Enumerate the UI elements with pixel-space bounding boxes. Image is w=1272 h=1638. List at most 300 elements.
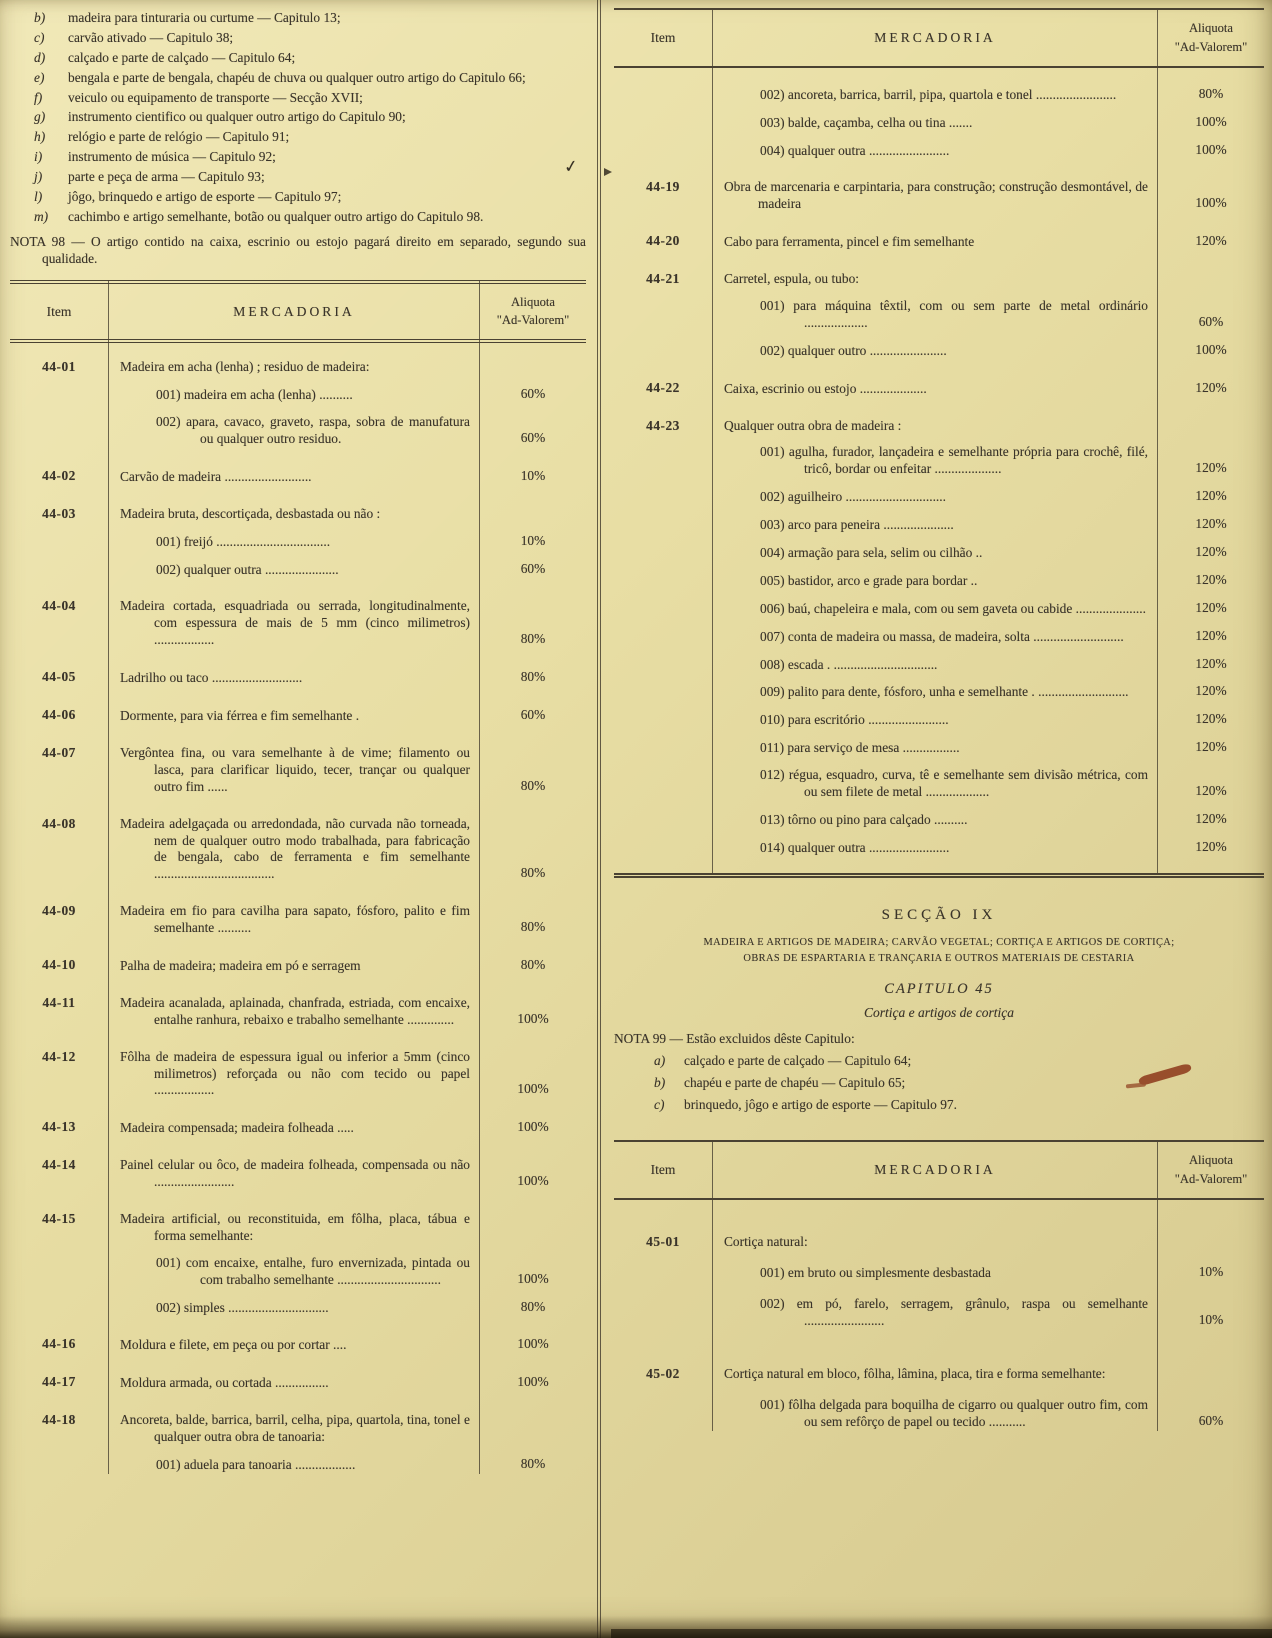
- table-row: [10, 1211, 586, 1316]
- exclusion-list-chap44: [10, 10, 586, 226]
- entry-block: [724, 418, 1264, 435]
- aliquota-value: 120%: [1195, 739, 1227, 755]
- entry-block: [724, 1264, 1264, 1282]
- mercadoria-text: 001) em bruto ou simplesmente desbastada: [760, 1265, 991, 1281]
- table-rows: [614, 1200, 1264, 1431]
- table-row: [10, 1412, 586, 1474]
- aliquota-value: 120%: [1195, 810, 1227, 826]
- list-item-text: carvão ativado — Capitulo 38;: [68, 29, 234, 45]
- mercadoria-text: Palha de madeira; madeira em pó e serragem: [120, 957, 361, 973]
- aliquota-value: 60%: [520, 560, 546, 576]
- aliquota-value: 100%: [517, 1270, 549, 1286]
- item-code: 44-01: [42, 359, 76, 375]
- item-code: 44-05: [42, 669, 76, 685]
- item-code: 44-21: [646, 271, 680, 287]
- aliquota-line2: "Ad-Valorem": [1174, 39, 1248, 54]
- item-code: 44-19: [646, 179, 680, 195]
- list-item-text: bengala e parte de bengala, chapéu de chuva ou qualquer outro artigo do Capitulo 66;: [68, 69, 526, 85]
- entry-block: [120, 1299, 586, 1317]
- mercadoria-cell: [712, 179, 1264, 213]
- entry-block: [120, 957, 586, 975]
- entry-block: [120, 386, 586, 404]
- table-header: [614, 8, 1264, 68]
- mercadoria-text: 004) armação para sela, selim ou cilhão ..: [760, 545, 983, 561]
- entry-block: [724, 488, 1264, 506]
- list-item-letter: j): [34, 169, 43, 185]
- list-item: [10, 90, 586, 107]
- entry-block: [120, 1374, 586, 1392]
- table-header: [10, 280, 586, 344]
- list-item-text: madeira para tinturaria ou curtume — Capitulo 13;: [68, 10, 341, 25]
- aliquota-value: [1158, 1249, 1264, 1250]
- mercadoria-text: Obra de marcenaria e carpintaria, para construção; construção desmontável, de madeira: [724, 179, 1148, 212]
- list-item: [10, 169, 586, 186]
- table-row: [10, 816, 586, 884]
- mercadoria-text: Ladrilho ou taco ...........................: [120, 670, 303, 686]
- mercadoria-cell: [108, 1374, 586, 1392]
- aliquota-value: 10%: [520, 532, 546, 548]
- mercadoria-cell: [712, 233, 1264, 251]
- mercadoria-cell: [108, 995, 586, 1029]
- aliquota-value: 100%: [517, 1119, 549, 1135]
- list-item: [10, 10, 586, 27]
- mercadoria-cell: [712, 418, 1264, 857]
- aliquota-value: 100%: [1195, 141, 1227, 157]
- entry-block: [120, 816, 586, 884]
- mercadoria-cell: [108, 903, 586, 937]
- table-row: [10, 745, 586, 796]
- entry-block: [724, 839, 1264, 857]
- mercadoria-text: Madeira acanalada, aplainada, chanfrada, estriada, com encaixe, entalhe ranhura, rebaixo e trabalho semelhante ..............: [120, 994, 470, 1027]
- list-item: [10, 209, 586, 226]
- mercadoria-text: 002) ancoreta, barrica, barril, pipa, quartola e tonel ........................: [760, 86, 1117, 102]
- aliquota-value: 80%: [520, 1298, 546, 1314]
- mercadoria-text: Madeira em fio para cavilha para sapato, fósforo, palito e fim semelhante ..........: [120, 903, 470, 936]
- mercadoria-cell: [108, 506, 586, 579]
- list-item-text: calçado e parte de calçado — Capitulo 64;: [684, 1053, 912, 1069]
- list-item-text: brinquedo, jôgo e artigo de esporte — Capitulo 97.: [684, 1096, 957, 1112]
- list-item-text: calçado e parte de calçado — Capitulo 64;: [68, 49, 296, 65]
- table-row: [10, 598, 586, 649]
- aliquota-value: 60%: [1198, 1412, 1224, 1428]
- aliquota-value: 10%: [1198, 1264, 1224, 1280]
- list-item-letter: l): [34, 189, 43, 205]
- mercadoria-text: Cortiça natural em bloco, fôlha, lâmina, placa, tira e forma semelhante:: [724, 1366, 1106, 1382]
- col-header-item: Item: [650, 1162, 676, 1178]
- entry-block: [120, 468, 586, 486]
- list-item: [10, 109, 586, 126]
- aliquota-value: 80%: [520, 631, 546, 647]
- aliquota-line2: "Ad-Valorem": [496, 313, 570, 328]
- aliquota-value: 120%: [1195, 711, 1227, 727]
- aliquota-value: [480, 1445, 586, 1446]
- mercadoria-cell: [108, 1412, 586, 1474]
- mercadoria-text: Qualquer outra obra de madeira :: [724, 417, 902, 433]
- entry-block: [120, 995, 586, 1029]
- entry-block: [724, 516, 1264, 534]
- mercadoria-cell: [108, 707, 586, 725]
- entry-block: [120, 598, 586, 649]
- list-item-letter: d): [34, 49, 46, 65]
- entry-block: [724, 342, 1264, 360]
- table-row: [10, 1336, 586, 1354]
- entry-block: [120, 1255, 586, 1289]
- mercadoria-text: 003) arco para peneira .....................: [760, 517, 954, 533]
- list-item-letter: h): [34, 129, 46, 145]
- item-code: 44-16: [42, 1336, 76, 1352]
- mercadoria-text: Ancoreta, balde, barrica, barril, celha, pipa, quartola, tina, tonel e qualquer outra obra de tanoaria:: [120, 1412, 470, 1445]
- mercadoria-text: Dormente, para via férrea e fim semelhante .: [120, 708, 360, 724]
- col-header-item: Item: [46, 303, 72, 319]
- table-row: [10, 1049, 586, 1100]
- entry-block: [120, 1456, 586, 1474]
- mercadoria-text: 004) qualquer outra ........................: [760, 142, 950, 158]
- col-header-mercadoria: MERCADORIA: [874, 1162, 996, 1178]
- col-header-item: Item: [650, 30, 676, 46]
- mercadoria-text: Painel celular ou ôco, de madeira folheada, compensada ou não ........................: [120, 1157, 470, 1190]
- section-title: SECÇÃO IX: [881, 906, 997, 923]
- list-item-letter: m): [34, 208, 49, 224]
- table-row: [10, 506, 586, 579]
- item-code: 45-02: [646, 1366, 680, 1382]
- mercadoria-text: Caixa, escrinio ou estojo ....................: [724, 380, 927, 396]
- entry-block: [724, 444, 1264, 478]
- entry-block: [724, 711, 1264, 729]
- item-code: 44-11: [42, 994, 76, 1010]
- mercadoria-text: 006) baú, chapeleira e mala, com ou sem gaveta ou cabide .....................: [760, 600, 1146, 616]
- mercadoria-cell: [712, 271, 1264, 360]
- item-code: 44-22: [646, 379, 680, 395]
- table-row: [10, 1119, 586, 1137]
- list-item-text: veiculo ou equipamento de transporte — Secção XVII;: [68, 89, 363, 105]
- aliquota-value: 100%: [1195, 113, 1227, 129]
- section-ix: [614, 906, 1264, 1114]
- mercadoria-text: 001) agulha, furador, lançadeira e semelhante própria para crochê, filé, tricô, bordar ou enfeitar ....................: [760, 444, 1148, 477]
- entry-block: [724, 1296, 1264, 1330]
- aliquota-line1: Aliquota: [1188, 1152, 1234, 1167]
- exclusion-list-chap45: [614, 1053, 1264, 1114]
- entry-block: [724, 572, 1264, 590]
- aliquota-line2: "Ad-Valorem": [1174, 1171, 1248, 1186]
- table-header: [614, 1140, 1264, 1200]
- item-code: 44-09: [42, 903, 76, 919]
- mercadoria-text: 014) qualquer outra ........................: [760, 839, 950, 855]
- list-item-letter: c): [654, 1096, 665, 1112]
- aliquota-value: 60%: [520, 707, 546, 723]
- entry-block: [724, 380, 1264, 398]
- item-code: 44-02: [42, 467, 76, 483]
- entry-block: [120, 506, 586, 523]
- entry-block: [724, 179, 1264, 213]
- mercadoria-cell: [108, 1049, 586, 1100]
- entry-block: [120, 669, 586, 687]
- entry-block: [120, 414, 586, 448]
- entry-block: [724, 683, 1264, 701]
- mercadoria-cell: [108, 1211, 586, 1316]
- list-item-letter: c): [34, 29, 45, 45]
- list-item-letter: b): [34, 10, 46, 25]
- nota-98: NOTA 98 — O artigo contido na caixa, escrinio ou estojo pagará direito em separado, segundo sua qualidade.: [10, 233, 586, 266]
- tariff-table-right-bottom: [614, 1140, 1264, 1431]
- list-item-text: relógio e parte de relógio — Capitulo 91;: [68, 129, 290, 145]
- list-item-text: cachimbo e artigo semelhante, botão ou qualquer outro artigo do Capitulo 98.: [68, 208, 484, 224]
- item-code: 44-14: [42, 1157, 76, 1173]
- item-code: 44-06: [42, 707, 76, 723]
- mercadoria-cell: [108, 957, 586, 975]
- entry-block: [120, 903, 586, 937]
- aliquota-value: 120%: [1195, 460, 1227, 476]
- entry-block: [724, 271, 1264, 288]
- entry-block: [724, 114, 1264, 132]
- list-item: [10, 149, 586, 166]
- aliquota-value: 120%: [1195, 516, 1227, 532]
- table-row: [10, 995, 586, 1029]
- entry-block: [120, 745, 586, 796]
- table-rows: [614, 68, 1264, 873]
- mercadoria-cell: [108, 1119, 586, 1137]
- mercadoria-cell: [108, 816, 586, 884]
- entry-block: [724, 544, 1264, 562]
- mercadoria-text: Madeira em acha (lenha) ; residuo de madeira:: [120, 359, 370, 375]
- item-code: 44-12: [42, 1048, 76, 1064]
- aliquota-value: [1158, 1382, 1264, 1383]
- mercadoria-text: Moldura e filete, em peça ou por cortar ....: [120, 1337, 347, 1353]
- aliquota-value: 120%: [1195, 379, 1227, 395]
- aliquota-value: 80%: [520, 919, 546, 935]
- entry-block: [724, 1397, 1264, 1431]
- mercadoria-text: 001) madeira em acha (lenha) ..........: [156, 387, 353, 403]
- aliquota-value: 80%: [520, 669, 546, 685]
- list-item: [10, 70, 586, 87]
- mercadoria-text: 001) para máquina têxtil, com ou sem parte de metal ordinário ...................: [760, 298, 1148, 330]
- col-header-aliquota: [1158, 19, 1264, 57]
- section-subtitle-line1: MADEIRA E ARTIGOS DE MADEIRA; CARVÃO VEGETAL; CORTIÇA E ARTIGOS DE CORTIÇA;: [703, 936, 1175, 948]
- entry-block: [724, 1234, 1264, 1251]
- item-code: 44-17: [42, 1374, 76, 1390]
- mercadoria-cell: [712, 380, 1264, 398]
- list-item-text: instrumento de música — Capitulo 92;: [68, 149, 276, 165]
- mercadoria-text: Madeira adelgaçada ou arredondada, não curvada não torneada, nem de qualquer outro modo trabalhada, para fabricação de bengala, cabo de ferramenta e fim semelhante ....................................: [120, 815, 470, 882]
- mercadoria-text: Cabo para ferramenta, pincel e fim semelhante: [724, 234, 975, 250]
- mercadoria-text: 013) tôrno ou pino para calçado ..........: [760, 811, 968, 827]
- mercadoria-cell: [108, 1157, 586, 1191]
- table-row: [10, 957, 586, 975]
- mercadoria-text: 012) régua, esquadro, curva, tê e semelhante sem divisão métrica, com ou sem filete de metal ...................: [760, 767, 1148, 800]
- aliquota-value: 10%: [520, 467, 546, 483]
- entry-block: [120, 561, 586, 579]
- list-item-letter: a): [654, 1053, 666, 1069]
- left-column: [10, 10, 586, 1474]
- mercadoria-cell: [108, 745, 586, 796]
- list-item-letter: e): [34, 69, 45, 85]
- aliquota-value: 60%: [520, 430, 546, 446]
- list-item: [10, 30, 586, 47]
- aliquota-value: 100%: [517, 1173, 549, 1189]
- list-item: [10, 50, 586, 67]
- item-code: 45-01: [646, 1233, 680, 1249]
- table-row: [10, 359, 586, 448]
- mercadoria-text: 008) escada . ...............................: [760, 656, 938, 672]
- arrow-mark-icon: [604, 168, 612, 176]
- list-item-letter: f): [34, 89, 43, 105]
- entry-block: [724, 233, 1264, 251]
- entry-block: [120, 1119, 586, 1137]
- list-item-letter: g): [34, 109, 46, 125]
- list-item: [614, 1053, 1264, 1070]
- list-item-letter: i): [34, 149, 43, 165]
- mercadoria-text: 010) para escritório ........................: [760, 712, 949, 728]
- item-code: 44-04: [42, 598, 76, 614]
- item-code: 44-23: [646, 417, 680, 433]
- mercadoria-text: 002) aguilheiro ..............................: [760, 489, 946, 505]
- mercadoria-text: 002) qualquer outra ......................: [156, 561, 339, 577]
- check-mark-icon: ✓: [562, 156, 580, 177]
- table-row: [614, 1234, 1264, 1331]
- mercadoria-text: Moldura armada, ou cortada ................: [120, 1375, 329, 1391]
- entry-block: [120, 1336, 586, 1354]
- chapter-heading: CAPITULO 45: [884, 980, 994, 997]
- aliquota-value: 120%: [1195, 571, 1227, 587]
- aliquota-value: [480, 1244, 586, 1245]
- mercadoria-cell: [712, 1234, 1264, 1331]
- mercadoria-text: Carvão de madeira ..........................: [120, 468, 312, 484]
- aliquota-value: 100%: [517, 1081, 549, 1097]
- list-item-text: jôgo, brinquedo e artigo de esporte — Capitulo 97;: [68, 189, 342, 205]
- nota-99: NOTA 99 — Estão excluidos dêste Capitulo:: [614, 1031, 855, 1047]
- aliquota-value: 100%: [1195, 341, 1227, 357]
- mercadoria-text: Fôlha de madeira de espessura igual ou inferior a 5mm (cinco milimetros) reforçada ou não com tecido ou papel ..................: [120, 1048, 470, 1098]
- mercadoria-cell: [712, 86, 1264, 160]
- aliquota-value: 80%: [520, 777, 546, 793]
- mercadoria-text: 011) para serviço de mesa .................: [760, 740, 960, 756]
- aliquota-value: 60%: [520, 386, 546, 402]
- aliquota-value: 120%: [1195, 627, 1227, 643]
- mercadoria-text: 003) balde, caçamba, celha ou tina .......: [760, 114, 973, 130]
- aliquota-value: 100%: [1195, 195, 1227, 211]
- item-code: 44-15: [42, 1210, 76, 1226]
- mercadoria-text: Madeira bruta, descortiçada, desbastada ou não :: [120, 505, 381, 521]
- list-item-text: instrumento cientifico ou qualquer outro artigo do Capitulo 90;: [68, 109, 406, 125]
- list-item: [614, 1097, 1264, 1114]
- item-code: 44-10: [42, 956, 76, 972]
- item-code: 44-13: [42, 1119, 76, 1135]
- col-header-aliquota: [480, 293, 586, 331]
- entry-block: [120, 1157, 586, 1191]
- entry-block: [724, 600, 1264, 618]
- aliquota-value: 100%: [517, 1374, 549, 1390]
- col-header-aliquota: [1158, 1151, 1264, 1189]
- aliquota-value: 120%: [1195, 838, 1227, 854]
- aliquota-value: 80%: [1198, 85, 1224, 101]
- mercadoria-cell: [108, 468, 586, 486]
- aliquota-value: 120%: [1195, 233, 1227, 249]
- aliquota-value: [1158, 433, 1264, 434]
- entry-block: [724, 628, 1264, 646]
- scan-edge-dark: [611, 1629, 1272, 1638]
- entry-block: [120, 1412, 586, 1446]
- table-rows: [10, 343, 586, 1474]
- table-row: [10, 1374, 586, 1392]
- table-row: [10, 669, 586, 687]
- aliquota-value: 120%: [1195, 655, 1227, 671]
- mercadoria-text: Madeira cortada, esquadriada ou serrada, longitudinalmente, com espessura de mais de 5 mm (cinco milimetros) ..................: [120, 598, 470, 648]
- aliquota-line1: Aliquota: [510, 294, 556, 309]
- item-code: 44-07: [42, 744, 76, 760]
- mercadoria-cell: [108, 598, 586, 649]
- table-row: [614, 380, 1264, 398]
- mercadoria-text: 001) com encaixe, entalhe, furo envernizada, pintada ou com trabalho semelhante ...............................: [156, 1254, 470, 1287]
- mercadoria-cell: [712, 1366, 1264, 1431]
- item-code: 44-08: [42, 815, 76, 831]
- entry-block: [724, 298, 1264, 332]
- list-item: [10, 189, 586, 206]
- entry-block: [724, 739, 1264, 757]
- entry-block: [724, 1366, 1264, 1383]
- table-row: [614, 1366, 1264, 1431]
- column-divider: [597, 0, 601, 1638]
- item-code: 44-20: [646, 233, 680, 249]
- entry-block: [724, 86, 1264, 104]
- aliquota-value: [1158, 287, 1264, 288]
- mercadoria-text: 005) bastidor, arco e grade para bordar ..: [760, 572, 978, 588]
- mercadoria-cell: [108, 1336, 586, 1354]
- col-header-mercadoria: MERCADORIA: [233, 303, 355, 319]
- mercadoria-text: 002) qualquer outro .......................: [760, 342, 947, 358]
- entry-block: [724, 811, 1264, 829]
- mercadoria-text: 009) palito para dente, fósforo, unha e semelhante . ...........................: [760, 684, 1129, 700]
- mercadoria-text: 001) fôlha delgada para boquilha de cigarro ou qualquer outro fim, com ou sem refôrço de papel ou tecido ...........: [760, 1396, 1148, 1429]
- mercadoria-cell: [108, 669, 586, 687]
- table-row: [10, 903, 586, 937]
- table-row: [614, 179, 1264, 213]
- mercadoria-text: 001) freijó ..................................: [156, 533, 331, 549]
- aliquota-value: 80%: [520, 865, 546, 881]
- aliquota-value: 60%: [1198, 313, 1224, 329]
- mercadoria-text: Madeira compensada; madeira folheada .....: [120, 1120, 354, 1136]
- aliquota-value: 80%: [520, 956, 546, 972]
- table-row: [10, 707, 586, 725]
- aliquota-value: 80%: [520, 1455, 546, 1471]
- aliquota-value: 100%: [517, 1336, 549, 1352]
- table-row: [10, 1157, 586, 1191]
- mercadoria-text: Madeira artificial, ou reconstituida, em fôlha, placa, tábua e forma semelhante:: [120, 1210, 470, 1243]
- aliquota-value: 120%: [1195, 683, 1227, 699]
- item-code: 44-18: [42, 1412, 76, 1428]
- mercadoria-text: 002) em pó, farelo, serragem, grânulo, raspa ou semelhante ........................: [760, 1296, 1148, 1329]
- mercadoria-text: 002) simples ..............................: [156, 1299, 329, 1315]
- aliquota-value: [480, 522, 586, 523]
- table-row: [10, 468, 586, 486]
- table-row: [614, 86, 1264, 160]
- entry-block: [724, 142, 1264, 160]
- list-item-text: parte e peça de arma — Capitulo 93;: [68, 169, 265, 185]
- aliquota-value: 120%: [1195, 783, 1227, 799]
- aliquota-value: [480, 375, 586, 376]
- entry-block: [120, 533, 586, 551]
- entry-block: [120, 359, 586, 376]
- mercadoria-cell: [108, 359, 586, 448]
- section-subtitle-line2: OBRAS DE ESPARTARIA E TRANÇARIA E OUTROS MATERIAIS DE CESTARIA: [743, 953, 1135, 965]
- entry-block: [120, 707, 586, 725]
- mercadoria-text: 002) apara, cavaco, graveto, raspa, sobra de manufatura ou qualquer outro residuo.: [156, 414, 470, 447]
- list-item: [10, 129, 586, 146]
- table-row: [614, 418, 1264, 857]
- mercadoria-text: Vergôntea fina, ou vara semelhante à de vime; filamento ou lasca, para clarificar liquido, tecer, trançar ou qualquer outro fim ......: [120, 744, 470, 794]
- table-row: [614, 233, 1264, 251]
- aliquota-value: 100%: [517, 1010, 549, 1026]
- mercadoria-text: Carretel, espula, ou tubo:: [724, 271, 859, 287]
- entry-block: [120, 1211, 586, 1245]
